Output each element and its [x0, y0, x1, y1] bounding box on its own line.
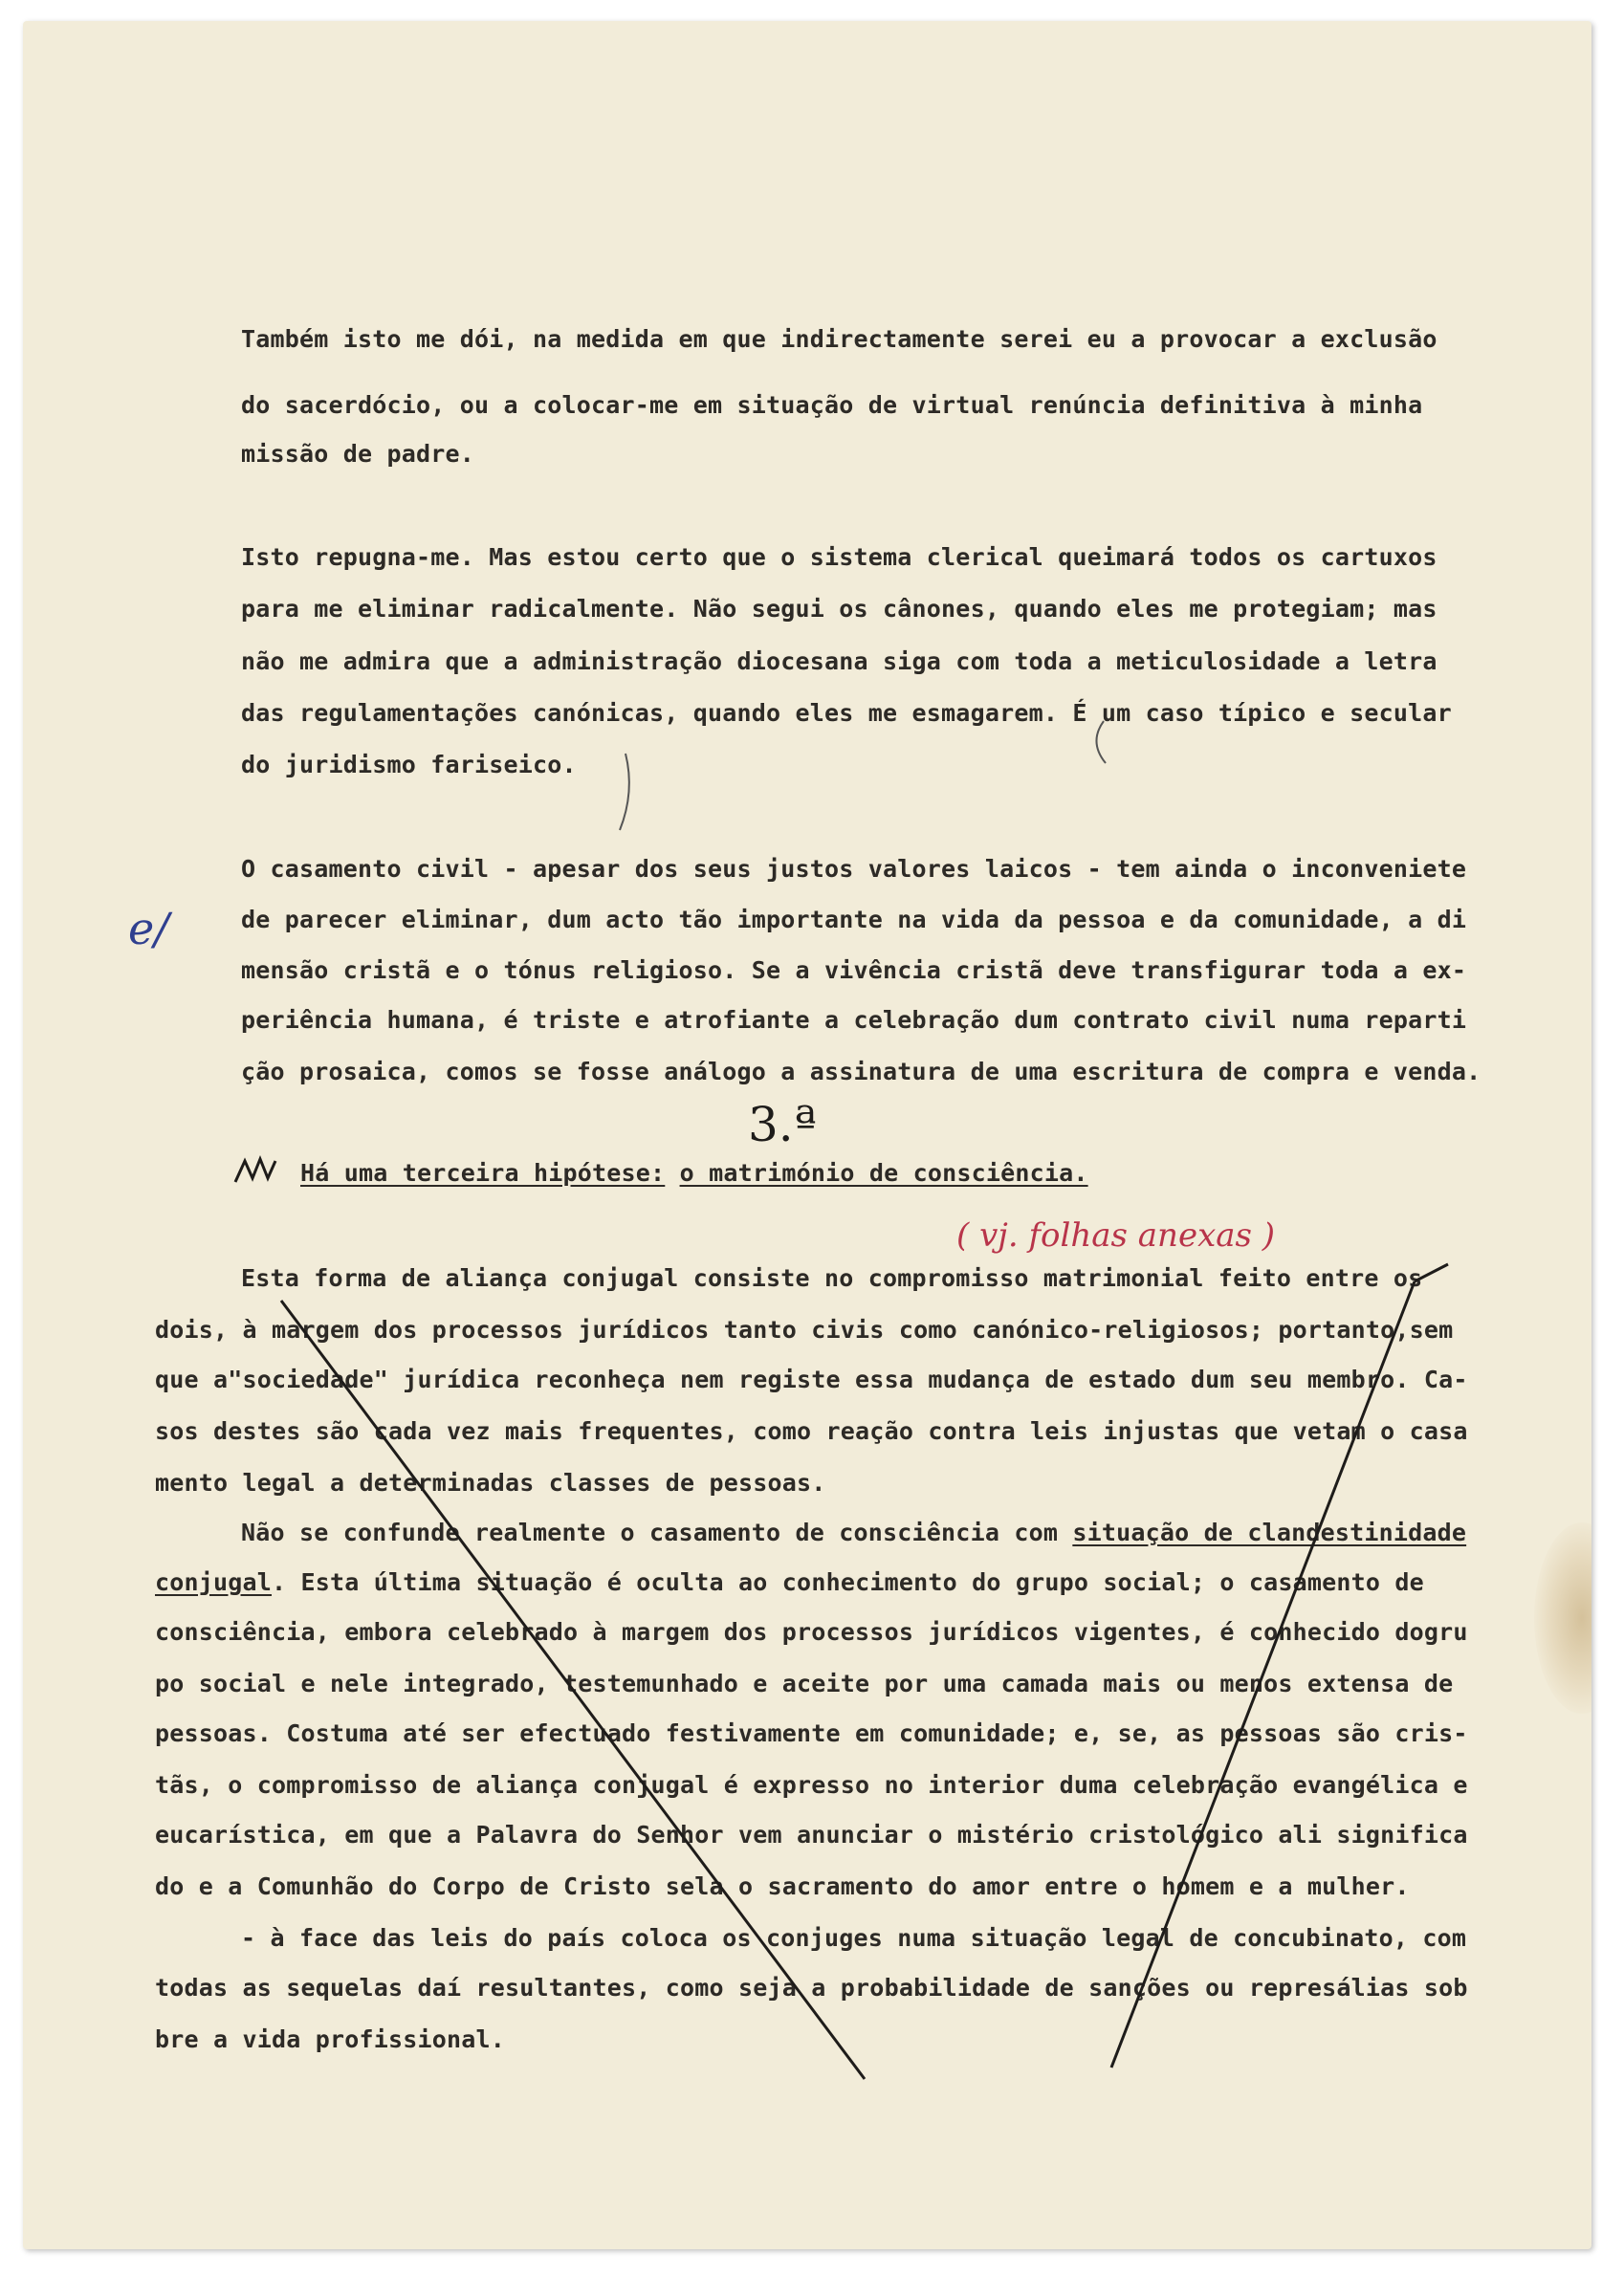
document-page [23, 21, 1591, 2249]
text-line: O casamento civil - apesar dos seus justos valores laicos - tem ainda o inconveniete [241, 855, 1467, 883]
scribble-mark [235, 1159, 275, 1182]
text-line: - à face das leis do país coloca os conjuges numa situação legal de concubinato, com [241, 1924, 1467, 1952]
text-line: dois, à margem dos processos jurídicos tanto civis como canónico-religiosos; portanto,sem [155, 1316, 1454, 1344]
text-line: bre a vida profissional. [155, 2025, 506, 2053]
text-line: de parecer eliminar, dum acto tão importante na vida da pessoa e da comunidade, a di [241, 906, 1467, 933]
text-line: po social e nele integrado, testemunhado e aceite por uma camada mais ou menos extensa de [155, 1670, 1454, 1697]
text-span: . Esta última situação é oculta ao conhecimento do grupo social; o casamento de [272, 1568, 1424, 1596]
bracket-mark [1096, 721, 1106, 763]
margin-note: e/ [128, 903, 169, 954]
text-line: Esta forma de aliança conjugal consiste no compromisso matrimonial feito entre os [241, 1264, 1423, 1292]
strike-line [1415, 1264, 1448, 1281]
text-line: das regulamentações canónicas, quando eles me esmagarem. É um caso típico e secular [241, 699, 1452, 727]
underlined-phrase: conjugal [155, 1568, 273, 1596]
heading-title: o matrimónio de consciência. [679, 1159, 1088, 1187]
text-line: mensão cristã e o tónus religioso. Se a vivência cristã deve transfigurar toda a ex- [241, 956, 1467, 984]
text-line: do juridismo fariseico. [241, 751, 577, 778]
strike-line [1111, 1281, 1415, 2068]
text-line: Também isto me dói, na medida em que indirectamente serei eu a provocar a exclusão [241, 325, 1437, 353]
text-line: que a"sociedade" jurídica reconheça nem registe essa mudança de estado dum seu membro. Ca- [155, 1366, 1468, 1393]
text-line: mento legal a determinadas classes de pessoas. [155, 1469, 826, 1497]
heading-label: Há uma terceira hipótese: [300, 1159, 666, 1187]
text-line: missão de padre. [241, 440, 475, 468]
text-line: do e a Comunhão do Corpo de Cristo sela o sacramento do amor entre o homem e a mulher. [155, 1872, 1410, 1900]
red-note: ( vj. folhas anexas ) [956, 1216, 1276, 1255]
heading-number: 3.ª [748, 1097, 817, 1152]
text-line: consciência, embora celebrado à margem dos processos jurídicos vigentes, é conhecido dogru [155, 1618, 1468, 1646]
text-line: todas as sequelas daí resultantes, como seja a probabilidade de sanções ou represálias sob [155, 1974, 1468, 2002]
text-line: sos destes são cada vez mais frequentes, como reação contra leis injustas que vetam o casa [155, 1417, 1468, 1445]
text-line: tãs, o compromisso de aliança conjugal é expresso no interior duma celebração evangélica e [155, 1771, 1468, 1799]
text-line: não me admira que a administração diocesana siga com toda a meticulosidade a letra [241, 647, 1437, 675]
underlined-phrase: situação de clandestinidade [1072, 1519, 1467, 1546]
text-line: ção prosaica, comos se fosse análogo a assinatura de uma escritura de compra e venda. [241, 1058, 1481, 1085]
text-line: para me eliminar radicalmente. Não segui os cânones, quando eles me protegiam; mas [241, 595, 1437, 623]
text-line: Isto repugna-me. Mas estou certo que o sistema clerical queimará todos os cartuxos [241, 543, 1437, 571]
text-line: do sacerdócio, ou a colocar-me em situação de virtual renúncia definitiva à minha [241, 391, 1423, 419]
text-line: pessoas. Costuma até ser efectuado festivamente em comunidade; e, se, as pessoas são cris- [155, 1719, 1468, 1747]
text-line: eucarística, em que a Palavra do Senhor vem anunciar o mistério cristológico ali significa [155, 1821, 1468, 1849]
strike-line [281, 1301, 865, 2079]
text-line: periência humana, é triste e atrofiante a celebração dum contrato civil numa reparti [241, 1006, 1467, 1034]
pen-marks [23, 21, 1591, 2249]
text-span: Não se confunde realmente o casamento de consciência com [241, 1519, 1073, 1546]
bracket-mark [620, 754, 629, 830]
